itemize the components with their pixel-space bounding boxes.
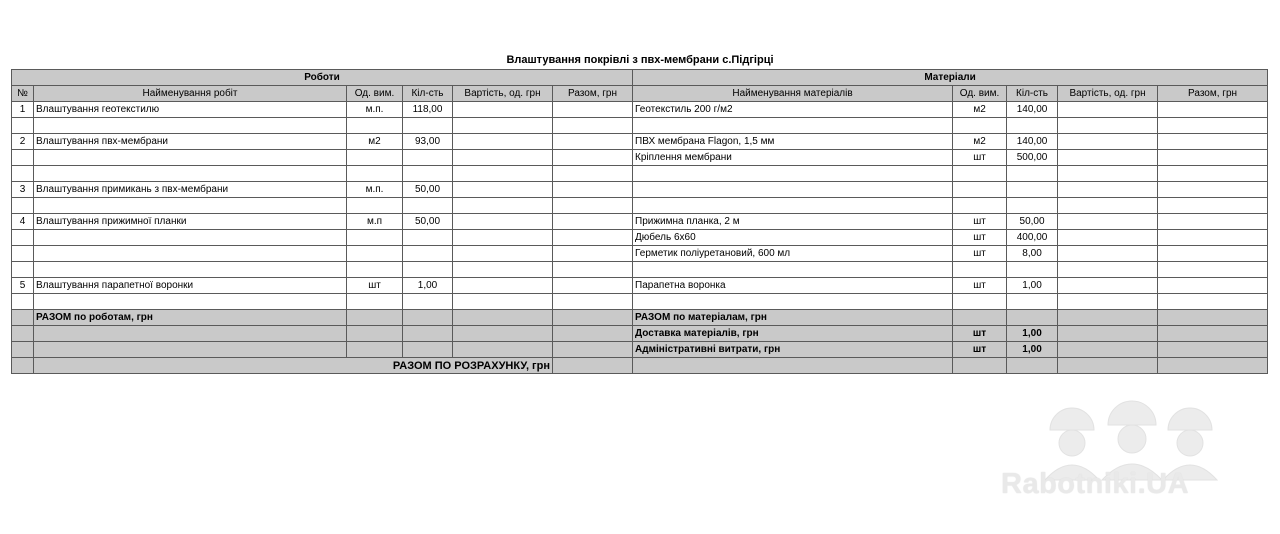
- material-total: [1158, 166, 1268, 182]
- summary-material-total: [1158, 310, 1268, 326]
- work-name: [34, 246, 347, 262]
- work-name: [34, 118, 347, 134]
- work-name: Влаштування прижимної планки: [34, 214, 347, 230]
- material-total: [1158, 102, 1268, 118]
- col-work-name: Найменування робіт: [34, 86, 347, 102]
- summary-material-price: [1058, 310, 1158, 326]
- estimate-table: [11, 69, 1268, 374]
- summary-material-qty: 1,00: [1007, 342, 1058, 358]
- row-number: [12, 230, 34, 246]
- material-unit: [953, 262, 1007, 278]
- col-total: Разом, грн: [553, 86, 633, 102]
- work-qty: [403, 246, 453, 262]
- material-qty: [1007, 198, 1058, 214]
- material-name: [633, 118, 953, 134]
- grand-total-no: [12, 358, 34, 374]
- material-unit-price: [1058, 166, 1158, 182]
- summary-no: [12, 310, 34, 326]
- col-m-qty: Кіл-сть: [1007, 86, 1058, 102]
- work-name: Влаштування примикань з пвх-мембрани: [34, 182, 347, 198]
- summary-work-qty: [403, 342, 453, 358]
- material-total: [1158, 150, 1268, 166]
- work-qty: 50,00: [403, 214, 453, 230]
- work-unit: шт: [347, 278, 403, 294]
- work-name: [34, 198, 347, 214]
- row-number: [12, 246, 34, 262]
- material-name: [633, 262, 953, 278]
- material-total: [1158, 262, 1268, 278]
- table-row: [12, 214, 1268, 230]
- work-name: Влаштування геотекстилю: [34, 102, 347, 118]
- work-unit-price: [453, 182, 553, 198]
- material-unit-price: [1058, 262, 1158, 278]
- material-unit-price: [1058, 230, 1158, 246]
- col-material-name: Найменування матеріалів: [633, 86, 953, 102]
- work-name: Влаштування парапетної воронки: [34, 278, 347, 294]
- material-unit: шт: [953, 230, 1007, 246]
- work-unit-price: [453, 118, 553, 134]
- material-unit: м2: [953, 102, 1007, 118]
- work-qty: 118,00: [403, 102, 453, 118]
- table-row: [12, 246, 1268, 262]
- summary-work-total: [553, 342, 633, 358]
- material-qty: [1007, 118, 1058, 134]
- row-number: [12, 262, 34, 278]
- work-unit: [347, 198, 403, 214]
- summary-row: [12, 326, 1268, 342]
- material-total: [1158, 182, 1268, 198]
- work-unit: [347, 294, 403, 310]
- material-unit: шт: [953, 150, 1007, 166]
- material-total: [1158, 134, 1268, 150]
- work-unit: [347, 166, 403, 182]
- work-total: [553, 230, 633, 246]
- work-qty: [403, 150, 453, 166]
- work-qty: 50,00: [403, 182, 453, 198]
- material-unit-price: [1058, 294, 1158, 310]
- material-name: [633, 182, 953, 198]
- work-unit-price: [453, 102, 553, 118]
- summary-material-label: РАЗОМ по матеріалам, грн: [633, 310, 953, 326]
- summary-work-price: [453, 326, 553, 342]
- summary-material-label: Адміністративні витрати, грн: [633, 342, 953, 358]
- work-total: [553, 262, 633, 278]
- grand-total-value: [553, 358, 633, 374]
- summary-material-total: [1158, 326, 1268, 342]
- summary-row: [12, 342, 1268, 358]
- col-unit: Од. вим.: [347, 86, 403, 102]
- material-unit-price: [1058, 214, 1158, 230]
- material-unit-price: [1058, 102, 1158, 118]
- work-qty: [403, 166, 453, 182]
- work-unit-price: [453, 166, 553, 182]
- material-unit-price: [1058, 246, 1158, 262]
- summary-work-qty: [403, 310, 453, 326]
- work-total: [553, 198, 633, 214]
- material-name: Дюбель 6х60: [633, 230, 953, 246]
- material-unit: шт: [953, 214, 1007, 230]
- material-total: [1158, 118, 1268, 134]
- work-unit: [347, 150, 403, 166]
- work-unit-price: [453, 198, 553, 214]
- work-name: Влаштування пвх-мембрани: [34, 134, 347, 150]
- material-qty: [1007, 166, 1058, 182]
- document-title: Влаштування покрівлі з пвх-мембрани с.Підгірці: [506, 54, 774, 66]
- grand-total-m-unit: [953, 358, 1007, 374]
- material-name: ПВХ мембрана Flagon, 1,5 мм: [633, 134, 953, 150]
- summary-material-label: Доставка матеріалів, грн: [633, 326, 953, 342]
- work-unit-price: [453, 150, 553, 166]
- grand-total-row: [12, 358, 1268, 374]
- material-unit-price: [1058, 134, 1158, 150]
- summary-work-unit: [347, 310, 403, 326]
- row-number: [12, 166, 34, 182]
- material-unit-price: [1058, 182, 1158, 198]
- work-unit-price: [453, 230, 553, 246]
- row-number: [12, 118, 34, 134]
- summary-work-unit: [347, 342, 403, 358]
- section-works: Роботи: [12, 70, 633, 86]
- work-unit-price: [453, 294, 553, 310]
- col-m-unit-price: Вартість, од. грн: [1058, 86, 1158, 102]
- row-number: 4: [12, 214, 34, 230]
- summary-work-price: [453, 342, 553, 358]
- material-name: Геотекстиль 200 г/м2: [633, 102, 953, 118]
- table-row: [12, 166, 1268, 182]
- material-name: Прижимна планка, 2 м: [633, 214, 953, 230]
- material-name: Кріплення мембрани: [633, 150, 953, 166]
- work-name: [34, 262, 347, 278]
- material-unit-price: [1058, 118, 1158, 134]
- col-unit-price: Вартість, од. грн: [453, 86, 553, 102]
- work-total: [553, 118, 633, 134]
- work-total: [553, 294, 633, 310]
- work-unit-price: [453, 214, 553, 230]
- work-qty: [403, 230, 453, 246]
- material-name: Парапетна воронка: [633, 278, 953, 294]
- grand-total-m-total: [1158, 358, 1268, 374]
- material-unit: [953, 182, 1007, 198]
- work-name: [34, 230, 347, 246]
- summary-material-unit: [953, 310, 1007, 326]
- material-name: Герметик поліуретановий, 600 мл: [633, 246, 953, 262]
- summary-material-price: [1058, 342, 1158, 358]
- material-qty: 140,00: [1007, 102, 1058, 118]
- material-qty: 1,00: [1007, 278, 1058, 294]
- work-total: [553, 278, 633, 294]
- work-total: [553, 166, 633, 182]
- work-qty: 93,00: [403, 134, 453, 150]
- work-qty: [403, 262, 453, 278]
- table-row: [12, 118, 1268, 134]
- grand-total-material: [633, 358, 953, 374]
- work-total: [553, 150, 633, 166]
- work-unit: м.п.: [347, 102, 403, 118]
- section-header-row: [12, 70, 1268, 86]
- work-unit-price: [453, 246, 553, 262]
- section-materials: Матеріали: [633, 70, 1268, 86]
- work-qty: 1,00: [403, 278, 453, 294]
- summary-work-label: РАЗОМ по роботам, грн: [34, 310, 347, 326]
- watermark-logo: Rabotniki.UA: [1001, 468, 1190, 500]
- row-number: 1: [12, 102, 34, 118]
- work-unit: м.п.: [347, 182, 403, 198]
- material-unit: м2: [953, 134, 1007, 150]
- material-unit-price: [1058, 278, 1158, 294]
- material-qty: 400,00: [1007, 230, 1058, 246]
- grand-total-m-price: [1058, 358, 1158, 374]
- table-row: [12, 182, 1268, 198]
- work-qty: [403, 118, 453, 134]
- work-unit: [347, 230, 403, 246]
- grand-total-m-qty: [1007, 358, 1058, 374]
- material-unit: шт: [953, 278, 1007, 294]
- summary-material-qty: 1,00: [1007, 326, 1058, 342]
- summary-material-price: [1058, 326, 1158, 342]
- summary-material-unit: шт: [953, 326, 1007, 342]
- material-qty: 140,00: [1007, 134, 1058, 150]
- material-unit: [953, 198, 1007, 214]
- summary-no: [12, 342, 34, 358]
- row-number: [12, 294, 34, 310]
- work-total: [553, 134, 633, 150]
- col-qty: Кіл-сть: [403, 86, 453, 102]
- col-m-unit: Од. вим.: [953, 86, 1007, 102]
- material-total: [1158, 246, 1268, 262]
- work-total: [553, 102, 633, 118]
- summary-no: [12, 326, 34, 342]
- row-number: 5: [12, 278, 34, 294]
- work-unit: [347, 246, 403, 262]
- material-name: [633, 198, 953, 214]
- summary-work-qty: [403, 326, 453, 342]
- material-name: [633, 166, 953, 182]
- material-total: [1158, 278, 1268, 294]
- material-qty: 50,00: [1007, 214, 1058, 230]
- material-total: [1158, 198, 1268, 214]
- material-name: [633, 294, 953, 310]
- table-row: [12, 102, 1268, 118]
- summary-material-unit: шт: [953, 342, 1007, 358]
- table-row: [12, 230, 1268, 246]
- summary-work-total: [553, 326, 633, 342]
- work-name: [34, 166, 347, 182]
- material-unit-price: [1058, 150, 1158, 166]
- material-total: [1158, 230, 1268, 246]
- material-qty: 8,00: [1007, 246, 1058, 262]
- material-unit-price: [1058, 198, 1158, 214]
- work-unit-price: [453, 134, 553, 150]
- table-row: [12, 198, 1268, 214]
- material-total: [1158, 214, 1268, 230]
- work-unit-price: [453, 262, 553, 278]
- material-qty: [1007, 294, 1058, 310]
- work-unit: м2: [347, 134, 403, 150]
- row-number: [12, 198, 34, 214]
- work-name: [34, 150, 347, 166]
- table-row: [12, 150, 1268, 166]
- summary-work-total: [553, 310, 633, 326]
- column-header-row: [12, 86, 1268, 102]
- table-row: [12, 262, 1268, 278]
- work-name: [34, 294, 347, 310]
- work-total: [553, 214, 633, 230]
- row-number: 2: [12, 134, 34, 150]
- grand-total-label: РАЗОМ ПО РОЗРАХУНКУ, грн: [34, 358, 553, 374]
- material-unit: [953, 118, 1007, 134]
- summary-work-label: [34, 326, 347, 342]
- material-unit: [953, 166, 1007, 182]
- summary-material-total: [1158, 342, 1268, 358]
- material-qty: 500,00: [1007, 150, 1058, 166]
- work-unit: [347, 118, 403, 134]
- summary-row: [12, 310, 1268, 326]
- material-qty: [1007, 182, 1058, 198]
- work-total: [553, 246, 633, 262]
- material-unit: шт: [953, 246, 1007, 262]
- table-row: [12, 278, 1268, 294]
- material-unit: [953, 294, 1007, 310]
- table-row: [12, 134, 1268, 150]
- work-unit: м.п: [347, 214, 403, 230]
- material-total: [1158, 294, 1268, 310]
- summary-work-unit: [347, 326, 403, 342]
- summary-work-label: [34, 342, 347, 358]
- work-qty: [403, 198, 453, 214]
- work-total: [553, 182, 633, 198]
- row-number: 3: [12, 182, 34, 198]
- col-no: №: [12, 86, 34, 102]
- col-m-total: Разом, грн: [1158, 86, 1268, 102]
- work-unit-price: [453, 278, 553, 294]
- summary-material-qty: [1007, 310, 1058, 326]
- work-unit: [347, 262, 403, 278]
- material-qty: [1007, 262, 1058, 278]
- table-row: [12, 294, 1268, 310]
- row-number: [12, 150, 34, 166]
- summary-work-price: [453, 310, 553, 326]
- work-qty: [403, 294, 453, 310]
